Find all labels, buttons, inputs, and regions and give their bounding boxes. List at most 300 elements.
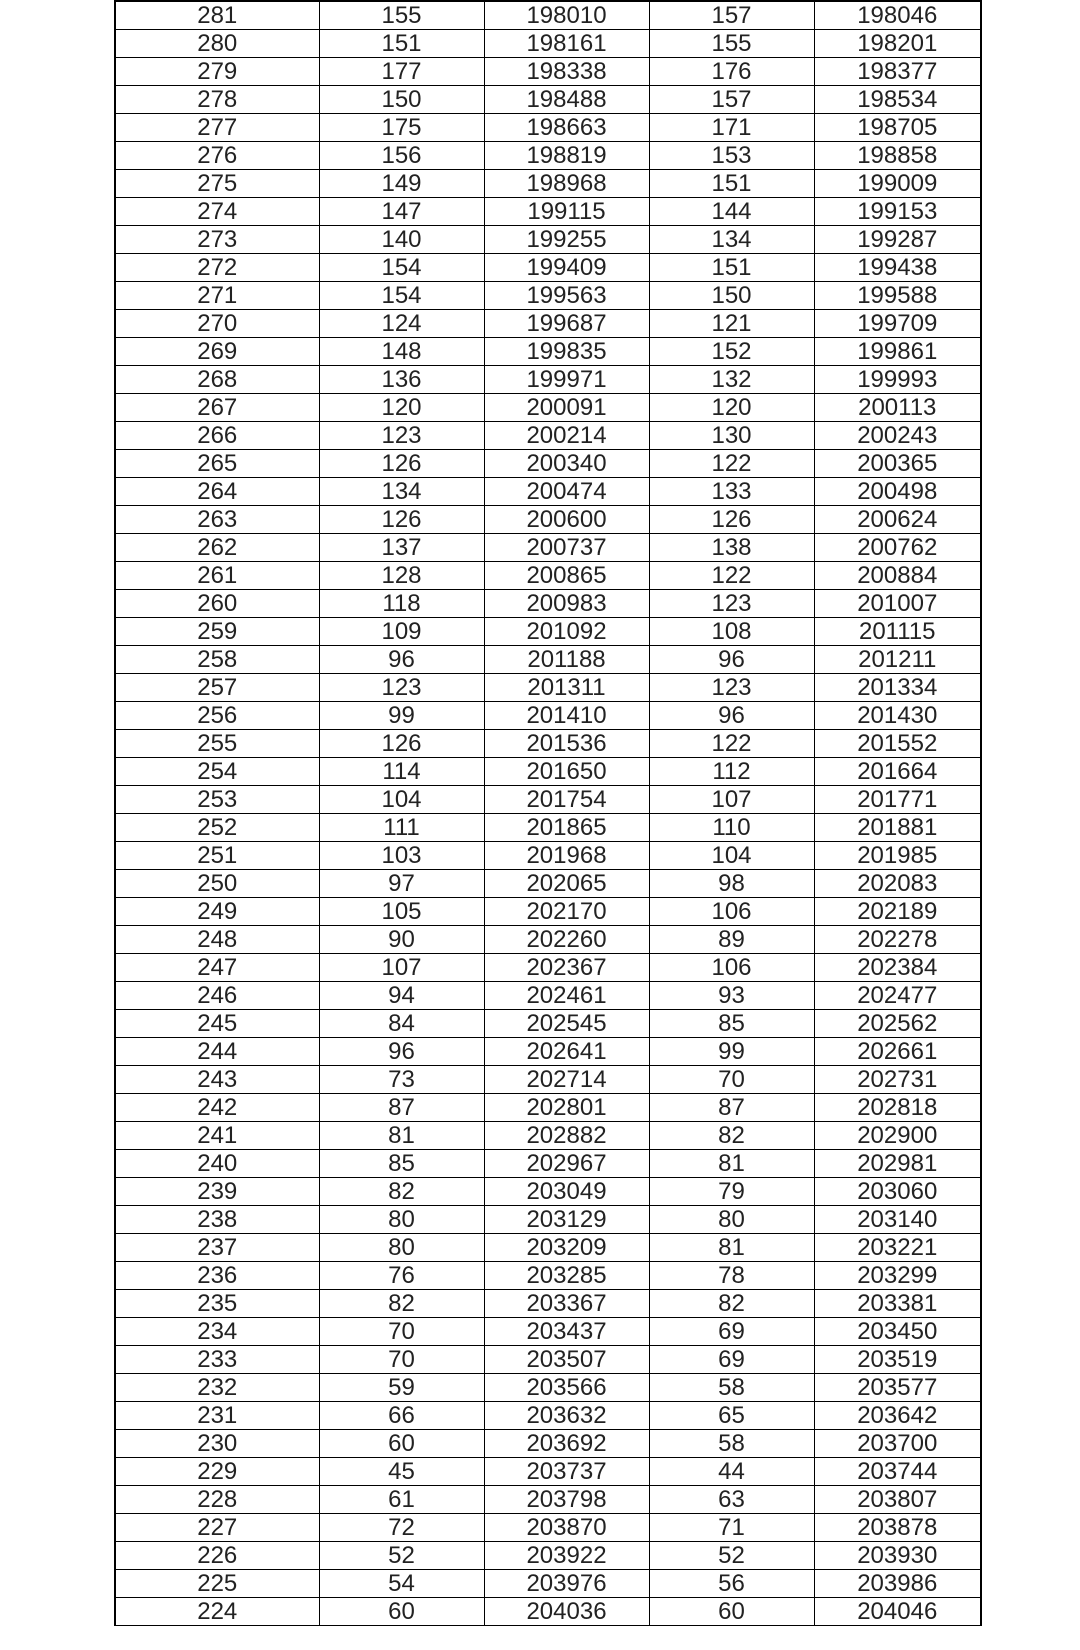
table-row (115, 1262, 981, 1290)
cumulative-a-cell: 200214 (484, 422, 649, 450)
cumulative-b-cell: 203642 (814, 1402, 981, 1430)
table-row (115, 1542, 981, 1570)
count-a-cell: 114 (319, 758, 484, 786)
count-b-cell: 108 (649, 618, 814, 646)
score-cell: 237 (115, 1234, 319, 1262)
cumulative-b-cell: 203878 (814, 1514, 981, 1542)
count-a-cell: 45 (319, 1458, 484, 1486)
table-row (115, 758, 981, 786)
count-a-cell: 82 (319, 1178, 484, 1206)
count-b-cell: 93 (649, 982, 814, 1010)
cumulative-a-cell: 203049 (484, 1178, 649, 1206)
cumulative-b-cell: 198534 (814, 86, 981, 114)
cumulative-b-cell: 203299 (814, 1262, 981, 1290)
count-b-cell: 60 (649, 1598, 814, 1626)
count-a-cell: 82 (319, 1290, 484, 1318)
score-cell: 259 (115, 618, 319, 646)
cumulative-a-cell: 199971 (484, 366, 649, 394)
cumulative-b-cell: 198377 (814, 58, 981, 86)
cumulative-b-cell: 199861 (814, 338, 981, 366)
cumulative-b-cell: 201334 (814, 674, 981, 702)
cumulative-a-cell: 201092 (484, 618, 649, 646)
count-b-cell: 152 (649, 338, 814, 366)
count-b-cell: 153 (649, 142, 814, 170)
cumulative-b-cell: 202083 (814, 870, 981, 898)
count-b-cell: 144 (649, 198, 814, 226)
cumulative-b-cell: 203744 (814, 1458, 981, 1486)
table-row (115, 1374, 981, 1402)
cumulative-a-cell: 198338 (484, 58, 649, 86)
count-b-cell: 98 (649, 870, 814, 898)
table-row (115, 310, 981, 338)
count-b-cell: 110 (649, 814, 814, 842)
count-a-cell: 126 (319, 730, 484, 758)
count-b-cell: 112 (649, 758, 814, 786)
score-cell: 244 (115, 1038, 319, 1066)
table-row (115, 786, 981, 814)
table-row (115, 534, 981, 562)
cumulative-b-cell: 202189 (814, 898, 981, 926)
cumulative-a-cell: 203692 (484, 1430, 649, 1458)
count-a-cell: 76 (319, 1262, 484, 1290)
cumulative-a-cell: 203507 (484, 1346, 649, 1374)
score-cell: 271 (115, 282, 319, 310)
score-cell: 235 (115, 1290, 319, 1318)
count-b-cell: 44 (649, 1458, 814, 1486)
count-b-cell: 96 (649, 702, 814, 730)
count-b-cell: 133 (649, 478, 814, 506)
count-a-cell: 90 (319, 926, 484, 954)
cumulative-a-cell: 203129 (484, 1206, 649, 1234)
cumulative-b-cell: 199438 (814, 254, 981, 282)
score-cell: 236 (115, 1262, 319, 1290)
count-a-cell: 87 (319, 1094, 484, 1122)
score-cell: 263 (115, 506, 319, 534)
count-a-cell: 72 (319, 1514, 484, 1542)
count-a-cell: 96 (319, 646, 484, 674)
table-row (115, 590, 981, 618)
count-b-cell: 71 (649, 1514, 814, 1542)
count-a-cell: 70 (319, 1346, 484, 1374)
count-b-cell: 176 (649, 58, 814, 86)
table-row (115, 478, 981, 506)
score-cell: 256 (115, 702, 319, 730)
count-a-cell: 175 (319, 114, 484, 142)
cumulative-b-cell: 204046 (814, 1598, 981, 1626)
count-a-cell: 156 (319, 142, 484, 170)
cumulative-b-cell: 201115 (814, 618, 981, 646)
cumulative-a-cell: 198663 (484, 114, 649, 142)
cumulative-b-cell: 202818 (814, 1094, 981, 1122)
cumulative-a-cell: 202801 (484, 1094, 649, 1122)
table-row (115, 450, 981, 478)
count-a-cell: 94 (319, 982, 484, 1010)
cumulative-a-cell: 203285 (484, 1262, 649, 1290)
score-cell: 270 (115, 310, 319, 338)
table-row (115, 1010, 981, 1038)
cumulative-a-cell: 198161 (484, 30, 649, 58)
score-cell: 238 (115, 1206, 319, 1234)
table-row (115, 142, 981, 170)
count-b-cell: 122 (649, 450, 814, 478)
cumulative-a-cell: 199115 (484, 198, 649, 226)
count-b-cell: 87 (649, 1094, 814, 1122)
cumulative-a-cell: 201865 (484, 814, 649, 842)
table-row (115, 898, 981, 926)
count-b-cell: 171 (649, 114, 814, 142)
table-row (115, 646, 981, 674)
count-b-cell: 63 (649, 1486, 814, 1514)
score-cell: 255 (115, 730, 319, 758)
count-a-cell: 107 (319, 954, 484, 982)
count-a-cell: 134 (319, 478, 484, 506)
count-b-cell: 122 (649, 562, 814, 590)
count-a-cell: 73 (319, 1066, 484, 1094)
cumulative-b-cell: 200624 (814, 506, 981, 534)
count-b-cell: 123 (649, 590, 814, 618)
cumulative-b-cell: 201664 (814, 758, 981, 786)
cumulative-b-cell: 199588 (814, 282, 981, 310)
cumulative-a-cell: 203566 (484, 1374, 649, 1402)
cumulative-a-cell: 202461 (484, 982, 649, 1010)
table-row (115, 30, 981, 58)
cumulative-b-cell: 203060 (814, 1178, 981, 1206)
table-row (115, 282, 981, 310)
cumulative-b-cell: 203986 (814, 1570, 981, 1598)
table-row (115, 1486, 981, 1514)
cumulative-b-cell: 203221 (814, 1234, 981, 1262)
cumulative-a-cell: 203798 (484, 1486, 649, 1514)
score-cell: 240 (115, 1150, 319, 1178)
table-row (115, 170, 981, 198)
count-a-cell: 154 (319, 282, 484, 310)
score-cell: 277 (115, 114, 319, 142)
cumulative-b-cell: 202661 (814, 1038, 981, 1066)
cumulative-a-cell: 200600 (484, 506, 649, 534)
table-row (115, 1206, 981, 1234)
count-a-cell: 154 (319, 254, 484, 282)
count-a-cell: 81 (319, 1122, 484, 1150)
score-cell: 273 (115, 226, 319, 254)
cumulative-a-cell: 198488 (484, 86, 649, 114)
count-a-cell: 60 (319, 1598, 484, 1626)
count-a-cell: 151 (319, 30, 484, 58)
cumulative-a-cell: 201968 (484, 842, 649, 870)
cumulative-a-cell: 199255 (484, 226, 649, 254)
cumulative-a-cell: 202260 (484, 926, 649, 954)
count-b-cell: 104 (649, 842, 814, 870)
count-a-cell: 136 (319, 366, 484, 394)
count-b-cell: 157 (649, 86, 814, 114)
table-row (115, 506, 981, 534)
score-cell: 274 (115, 198, 319, 226)
cumulative-b-cell: 202900 (814, 1122, 981, 1150)
cumulative-b-cell: 200884 (814, 562, 981, 590)
cumulative-b-cell: 201771 (814, 786, 981, 814)
score-cell: 265 (115, 450, 319, 478)
cumulative-a-cell: 202967 (484, 1150, 649, 1178)
cumulative-a-cell: 200983 (484, 590, 649, 618)
cumulative-a-cell: 202170 (484, 898, 649, 926)
count-a-cell: 150 (319, 86, 484, 114)
cumulative-a-cell: 198819 (484, 142, 649, 170)
cumulative-a-cell: 203870 (484, 1514, 649, 1542)
cumulative-a-cell: 200340 (484, 450, 649, 478)
count-a-cell: 84 (319, 1010, 484, 1038)
table-row (115, 1, 981, 30)
cumulative-b-cell: 201881 (814, 814, 981, 842)
cumulative-b-cell: 203450 (814, 1318, 981, 1346)
table-row (115, 1458, 981, 1486)
cumulative-a-cell: 200737 (484, 534, 649, 562)
count-a-cell: 85 (319, 1150, 484, 1178)
score-table (114, 0, 982, 1626)
score-cell: 257 (115, 674, 319, 702)
score-cell: 239 (115, 1178, 319, 1206)
count-a-cell: 126 (319, 506, 484, 534)
count-b-cell: 82 (649, 1290, 814, 1318)
score-cell: 266 (115, 422, 319, 450)
score-cell: 253 (115, 786, 319, 814)
cumulative-a-cell: 199835 (484, 338, 649, 366)
table-row (115, 58, 981, 86)
table-row (115, 1094, 981, 1122)
cumulative-a-cell: 202882 (484, 1122, 649, 1150)
count-b-cell: 151 (649, 170, 814, 198)
cumulative-a-cell: 201536 (484, 730, 649, 758)
count-b-cell: 56 (649, 1570, 814, 1598)
table-row (115, 1234, 981, 1262)
count-a-cell: 120 (319, 394, 484, 422)
score-cell: 251 (115, 842, 319, 870)
count-b-cell: 132 (649, 366, 814, 394)
cumulative-b-cell: 200243 (814, 422, 981, 450)
cumulative-a-cell: 200865 (484, 562, 649, 590)
cumulative-b-cell: 202731 (814, 1066, 981, 1094)
score-cell: 268 (115, 366, 319, 394)
cumulative-b-cell: 198705 (814, 114, 981, 142)
cumulative-b-cell: 200762 (814, 534, 981, 562)
cumulative-b-cell: 201430 (814, 702, 981, 730)
count-b-cell: 70 (649, 1066, 814, 1094)
cumulative-b-cell: 203519 (814, 1346, 981, 1374)
score-cell: 231 (115, 1402, 319, 1430)
table-row (115, 1066, 981, 1094)
cumulative-b-cell: 199993 (814, 366, 981, 394)
count-b-cell: 79 (649, 1178, 814, 1206)
count-a-cell: 54 (319, 1570, 484, 1598)
score-cell: 242 (115, 1094, 319, 1122)
cumulative-b-cell: 203930 (814, 1542, 981, 1570)
cumulative-b-cell: 203577 (814, 1374, 981, 1402)
cumulative-a-cell: 198010 (484, 1, 649, 30)
cumulative-a-cell: 203737 (484, 1458, 649, 1486)
count-b-cell: 130 (649, 422, 814, 450)
score-cell: 261 (115, 562, 319, 590)
count-b-cell: 106 (649, 954, 814, 982)
table-row (115, 114, 981, 142)
count-a-cell: 123 (319, 422, 484, 450)
cumulative-b-cell: 200365 (814, 450, 981, 478)
score-cell: 229 (115, 1458, 319, 1486)
table-row (115, 730, 981, 758)
score-cell: 227 (115, 1514, 319, 1542)
count-b-cell: 65 (649, 1402, 814, 1430)
table-row (115, 1150, 981, 1178)
table-row (115, 982, 981, 1010)
count-a-cell: 123 (319, 674, 484, 702)
count-a-cell: 80 (319, 1206, 484, 1234)
cumulative-b-cell: 201985 (814, 842, 981, 870)
count-a-cell: 96 (319, 1038, 484, 1066)
table-row (115, 1178, 981, 1206)
cumulative-b-cell: 203140 (814, 1206, 981, 1234)
count-b-cell: 85 (649, 1010, 814, 1038)
table-row (115, 366, 981, 394)
score-cell: 232 (115, 1374, 319, 1402)
cumulative-b-cell: 199709 (814, 310, 981, 338)
table-row (115, 338, 981, 366)
count-a-cell: 80 (319, 1234, 484, 1262)
count-a-cell: 149 (319, 170, 484, 198)
cumulative-a-cell: 202367 (484, 954, 649, 982)
table-row (115, 926, 981, 954)
count-a-cell: 140 (319, 226, 484, 254)
cumulative-b-cell: 198201 (814, 30, 981, 58)
count-b-cell: 99 (649, 1038, 814, 1066)
score-cell: 245 (115, 1010, 319, 1038)
table-row (115, 394, 981, 422)
table-row (115, 1290, 981, 1318)
score-cell: 241 (115, 1122, 319, 1150)
table-row (115, 86, 981, 114)
count-b-cell: 120 (649, 394, 814, 422)
table-row (115, 1346, 981, 1374)
count-a-cell: 103 (319, 842, 484, 870)
score-cell: 260 (115, 590, 319, 618)
score-cell: 264 (115, 478, 319, 506)
score-cell: 230 (115, 1430, 319, 1458)
count-b-cell: 89 (649, 926, 814, 954)
count-b-cell: 155 (649, 30, 814, 58)
cumulative-b-cell: 202278 (814, 926, 981, 954)
cumulative-a-cell: 201311 (484, 674, 649, 702)
table-row (115, 422, 981, 450)
table-row (115, 1570, 981, 1598)
cumulative-a-cell: 199409 (484, 254, 649, 282)
cumulative-a-cell: 204036 (484, 1598, 649, 1626)
score-cell: 254 (115, 758, 319, 786)
score-cell: 278 (115, 86, 319, 114)
count-b-cell: 106 (649, 898, 814, 926)
table-row (115, 1598, 981, 1626)
cumulative-b-cell: 198046 (814, 1, 981, 30)
cumulative-b-cell: 200498 (814, 478, 981, 506)
count-a-cell: 99 (319, 702, 484, 730)
count-b-cell: 157 (649, 1, 814, 30)
score-cell: 279 (115, 58, 319, 86)
count-a-cell: 126 (319, 450, 484, 478)
cumulative-a-cell: 203367 (484, 1290, 649, 1318)
cumulative-b-cell: 198858 (814, 142, 981, 170)
score-cell: 269 (115, 338, 319, 366)
cumulative-b-cell: 200113 (814, 394, 981, 422)
count-a-cell: 147 (319, 198, 484, 226)
score-cell: 233 (115, 1346, 319, 1374)
cumulative-a-cell: 203209 (484, 1234, 649, 1262)
score-cell: 252 (115, 814, 319, 842)
count-a-cell: 104 (319, 786, 484, 814)
count-b-cell: 69 (649, 1318, 814, 1346)
score-cell: 250 (115, 870, 319, 898)
table-row (115, 1514, 981, 1542)
score-cell: 267 (115, 394, 319, 422)
cumulative-a-cell: 198968 (484, 170, 649, 198)
score-cell: 246 (115, 982, 319, 1010)
count-b-cell: 134 (649, 226, 814, 254)
count-b-cell: 81 (649, 1234, 814, 1262)
table-row (115, 842, 981, 870)
count-a-cell: 111 (319, 814, 484, 842)
score-cell: 226 (115, 1542, 319, 1570)
count-a-cell: 59 (319, 1374, 484, 1402)
score-cell: 234 (115, 1318, 319, 1346)
count-a-cell: 52 (319, 1542, 484, 1570)
table-row (115, 1038, 981, 1066)
count-a-cell: 137 (319, 534, 484, 562)
count-a-cell: 105 (319, 898, 484, 926)
score-cell: 281 (115, 1, 319, 30)
count-b-cell: 123 (649, 674, 814, 702)
count-b-cell: 126 (649, 506, 814, 534)
score-cell: 272 (115, 254, 319, 282)
count-b-cell: 81 (649, 1150, 814, 1178)
cumulative-a-cell: 203437 (484, 1318, 649, 1346)
count-a-cell: 177 (319, 58, 484, 86)
cumulative-b-cell: 199009 (814, 170, 981, 198)
cumulative-b-cell: 201007 (814, 590, 981, 618)
table-row (115, 870, 981, 898)
cumulative-a-cell: 200091 (484, 394, 649, 422)
table-row (115, 1402, 981, 1430)
score-cell: 243 (115, 1066, 319, 1094)
cumulative-b-cell: 202981 (814, 1150, 981, 1178)
table-row (115, 226, 981, 254)
count-b-cell: 150 (649, 282, 814, 310)
cumulative-b-cell: 202477 (814, 982, 981, 1010)
table-row (115, 1318, 981, 1346)
score-cell: 280 (115, 30, 319, 58)
count-b-cell: 69 (649, 1346, 814, 1374)
cumulative-a-cell: 199687 (484, 310, 649, 338)
cumulative-b-cell: 201552 (814, 730, 981, 758)
count-b-cell: 138 (649, 534, 814, 562)
count-a-cell: 60 (319, 1430, 484, 1458)
count-b-cell: 121 (649, 310, 814, 338)
count-a-cell: 109 (319, 618, 484, 646)
count-a-cell: 66 (319, 1402, 484, 1430)
cumulative-a-cell: 200474 (484, 478, 649, 506)
cumulative-b-cell: 199287 (814, 226, 981, 254)
cumulative-a-cell: 203632 (484, 1402, 649, 1430)
count-a-cell: 124 (319, 310, 484, 338)
score-cell: 228 (115, 1486, 319, 1514)
count-b-cell: 52 (649, 1542, 814, 1570)
count-a-cell: 155 (319, 1, 484, 30)
table-row (115, 1122, 981, 1150)
score-cell: 225 (115, 1570, 319, 1598)
count-b-cell: 78 (649, 1262, 814, 1290)
